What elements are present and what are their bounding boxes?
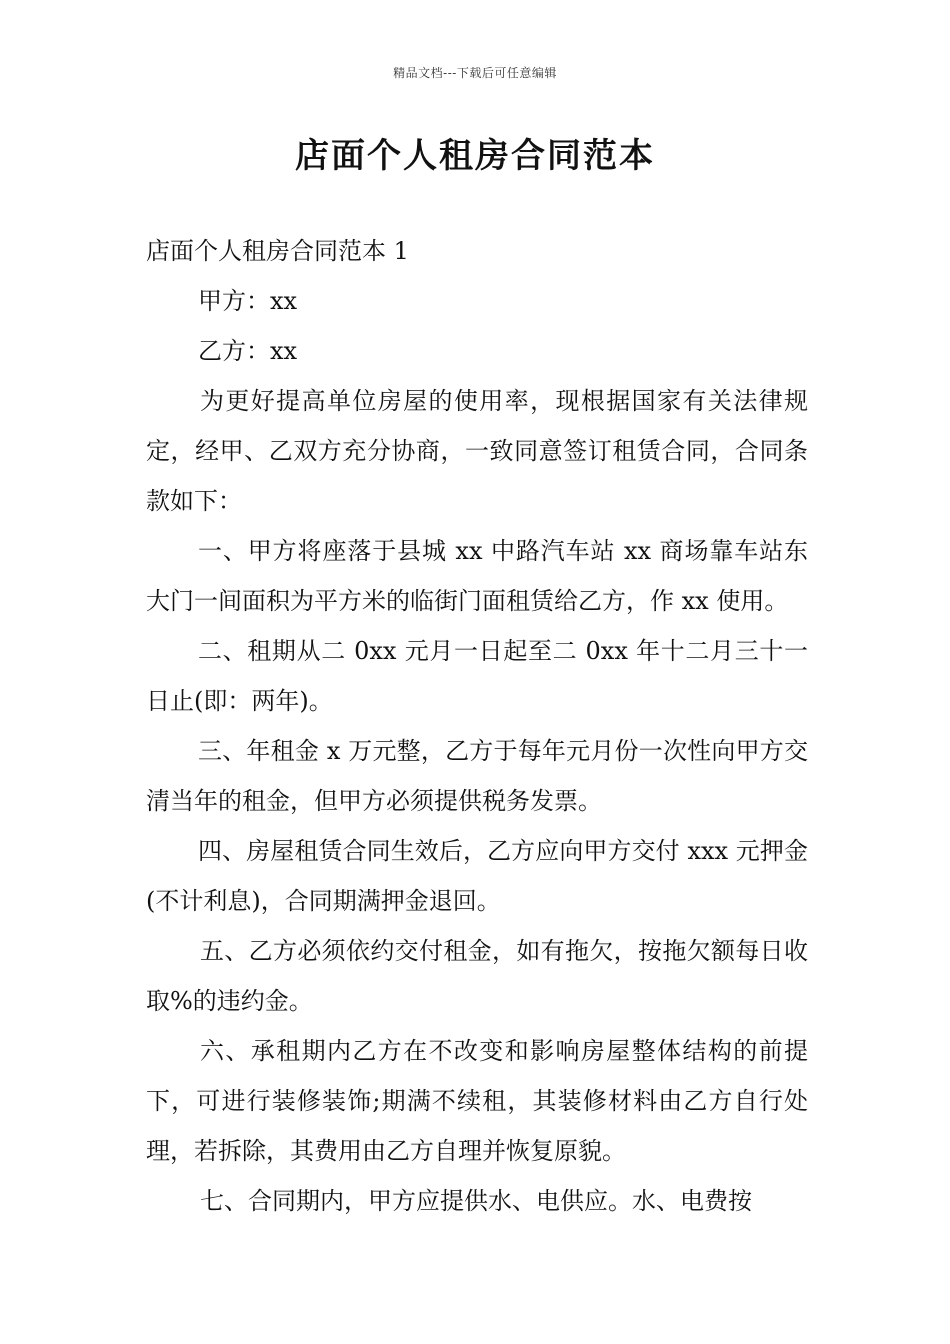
clause-1: 一、甲方将座落于县城 xx 中路汽车站 xx 商场靠车站东大门一间面积为平方米的临街门面租赁给乙方，作 xx 使用。 xyxy=(146,537,808,615)
document-body xyxy=(146,226,808,1226)
clause-5: 五、乙方必须依约交付租金，如有拖欠，按拖欠额每日收取%的违约金。 xyxy=(146,937,808,1015)
paragraph-intro: 为更好提高单位房屋的使用率，现根据国家有关法律规定，经甲、乙双方充分协商，一致同意签订租赁合同，合同条款如下： xyxy=(146,387,808,515)
contract-subtitle: 店面个人租房合同范本 1 xyxy=(146,237,409,265)
clause-7: 七、合同期内，甲方应提供水、电供应。水、电费按 xyxy=(200,1187,752,1215)
document-title: 店面个人租房合同范本 xyxy=(295,136,655,176)
party-a-line: 甲方：xx xyxy=(198,287,298,315)
clause-6: 六、承租期内乙方在不改变和影响房屋整体结构的前提下，可进行装修装饰;期满不续租，其装修材料由乙方自行处理，若拆除，其费用由乙方自理并恢复原貌。 xyxy=(146,1037,808,1165)
party-b-line: 乙方：xx xyxy=(198,337,298,365)
clause-4: 四、房屋租赁合同生效后，乙方应向甲方交付 xxx 元押金(不计利息)，合同期满押金退回。 xyxy=(146,837,808,915)
clause-2: 二、租期从二 0xx 元月一日起至二 0xx 年十二月三十一日止(即：两年)。 xyxy=(146,637,808,715)
clause-3: 三、年租金 x 万元整，乙方于每年元月份一次性向甲方交清当年的租金，但甲方必须提供税务发票。 xyxy=(146,737,808,815)
header-note: 精品文档---下载后可任意编辑 xyxy=(393,66,557,80)
